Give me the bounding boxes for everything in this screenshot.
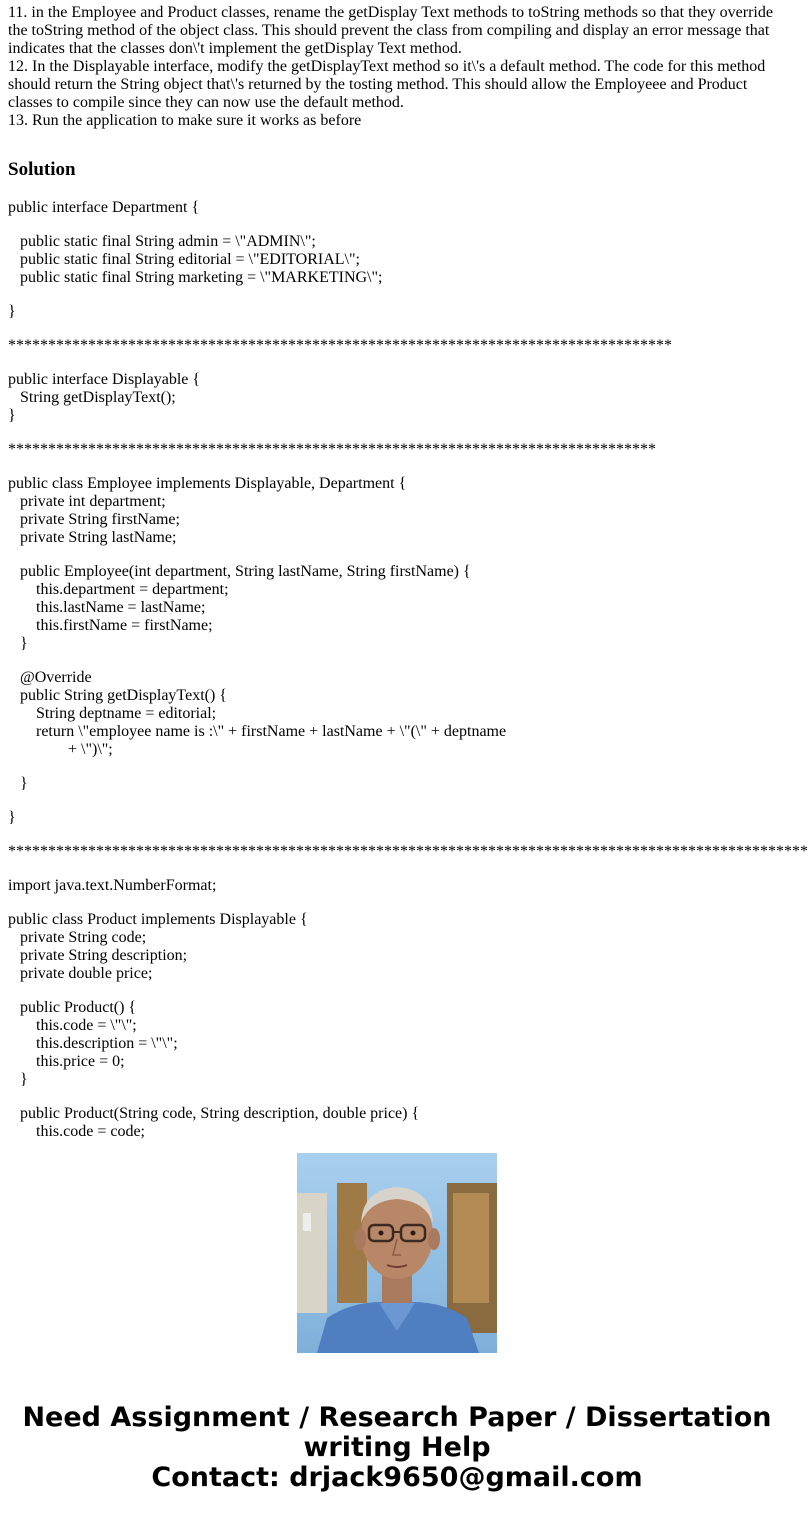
code-line: this.code = \"\"; [8, 1017, 137, 1034]
code-line: **************************************************************************************************** [8, 843, 808, 860]
code-line: public Product(String code, String description, double price) { [8, 1105, 420, 1122]
code-line: private double price; [8, 965, 153, 982]
code-blank-line [8, 1089, 794, 1105]
question-item-11: 11. in the Employee and Product classes, rename the getDisplay Text methods to toString methods so that they override the toString method of the object class. This should prevent the class from compiling and display an error message that indicates that the classes don\'t implement the getDisplay Text method. [8, 4, 773, 57]
code-line: public interface Department { [8, 199, 200, 216]
author-avatar [297, 1153, 497, 1353]
code-line: this.price = 0; [8, 1053, 125, 1070]
code-line: private String firstName; [8, 511, 180, 528]
code-line: this.firstName = firstName; [8, 617, 213, 634]
promo-footer [0, 1403, 794, 1493]
code-line: this.lastName = lastName; [8, 599, 206, 616]
code-line: } [8, 775, 28, 792]
promo-line-1: Need Assignment / Research Paper / Dissertation [22, 1402, 772, 1433]
code-line: private String description; [8, 947, 188, 964]
promo-contact: Contact: drjack9650@gmail.com [151, 1462, 643, 1493]
code-blank-line [8, 425, 794, 441]
document-content [8, 4, 808, 1140]
code-line: } [8, 635, 28, 652]
code-blank-line [8, 861, 794, 877]
question-item-12: 12. In the Displayable interface, modify the getDisplayText method so it\'s a default method. The code for this method should return the String object that\'s returned by the tosting method. This should allow the Employeee and Product classes to compile since they can now use the default method. [8, 58, 766, 111]
solution-heading: Solution [8, 159, 76, 180]
code-line: public static final String marketing = \"MARKETING\"; [8, 269, 383, 286]
code-blank-line [8, 355, 794, 371]
code-line: } [8, 303, 16, 320]
code-line: public interface Displayable { [8, 371, 201, 388]
code-line: return \"employee name is :\" + firstName + lastName + \"(\" + deptname [8, 723, 507, 740]
code-blank-line [8, 895, 794, 911]
code-line: import java.text.NumberFormat; [8, 877, 217, 894]
code-blank-line [8, 217, 794, 233]
code-line: public String getDisplayText() { [8, 687, 227, 704]
code-line: ********************************************************************************* [8, 441, 656, 458]
code-blank-line [8, 459, 794, 475]
code-blank-line [8, 793, 794, 809]
code-line: String deptname = editorial; [8, 705, 217, 722]
solution-code [8, 199, 808, 1141]
question-item-13: 13. Run the application to make sure it works as before [8, 112, 362, 129]
code-blank-line [8, 759, 794, 775]
code-line: + \")\"; [8, 741, 113, 758]
code-blank-line [8, 983, 794, 999]
code-line: @Override [8, 669, 92, 686]
code-blank-line [8, 653, 794, 669]
code-blank-line [8, 321, 794, 337]
code-line: *********************************************************************************** [8, 337, 672, 354]
code-line: this.department = department; [8, 581, 229, 598]
promo-line-2: writing Help [303, 1432, 491, 1463]
code-line: public class Employee implements Displayable, Department { [8, 475, 407, 492]
code-blank-line [8, 827, 794, 843]
code-line: private String lastName; [8, 529, 177, 546]
code-blank-line [8, 547, 794, 563]
question-text [8, 4, 794, 130]
code-line: public static final String admin = \"ADMIN\"; [8, 233, 316, 250]
code-line: public Employee(int department, String lastName, String firstName) { [8, 563, 471, 580]
code-line: this.description = \"\"; [8, 1035, 178, 1052]
code-line: private int department; [8, 493, 166, 510]
code-line: } [8, 809, 16, 826]
code-line: } [8, 1071, 28, 1088]
code-line: public Product() { [8, 999, 137, 1016]
code-line: String getDisplayText(); [8, 389, 176, 406]
code-line: public static final String editorial = \"EDITORIAL\"; [8, 251, 360, 268]
code-line: this.code = code; [8, 1123, 145, 1140]
code-line: private String code; [8, 929, 147, 946]
author-portrait-image [297, 1153, 497, 1353]
code-line: public class Product implements Displayable { [8, 911, 308, 928]
code-blank-line [8, 287, 794, 303]
code-line: } [8, 407, 16, 424]
